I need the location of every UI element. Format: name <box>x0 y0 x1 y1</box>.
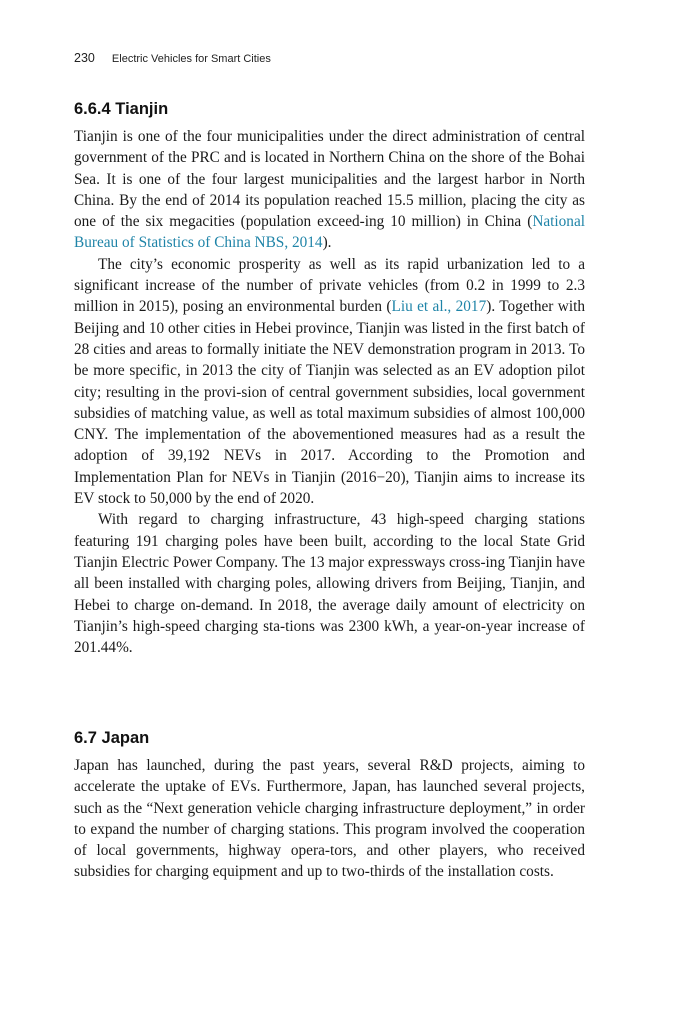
citation-link-liu-2017[interactable]: Liu et al., 2017 <box>391 298 487 316</box>
paragraph-text: The city’s economic prosperity as well as its rapid urbanization led to a significant increase of the number of private vehicles (from 0.2 in 1999 to 2.3 million in 2015), posing an environmental burden ( <box>74 255 585 316</box>
page-number: 230 <box>74 51 95 65</box>
paragraph-japan-1: Japan has launched, during the past years, several R&D projects, aiming to accelerate the uptake of EVs. Furthermore, Japan, has launched several projects, such as the “Next generation vehicle charging infrastructure deployment,” in order to expand the number of charging stations. This program involved the cooperation of local governments, highway opera-tors, and other players, who received subsidies for charging equipment and up to two-thirds of the installation costs. <box>74 757 585 881</box>
paragraph-text: ). Together with Beijing and 10 other cities in Hebei province, Tianjin was listed in the first batch of 28 cities and areas to formally initiate the NEV demonstration program in 2013. To be more specific, in 2013 the city of Tianjin was selected as an EV adoption pilot city; resulting in the provi-sion of central government subsidies, local government subsidies of matching value, as well as total maximum subsidies of almost 100,000 CNY. The implementation of the abovementioned measures had as a result the adoption of 39,192 NEVs in 2017. According to the Promotion and Implementation Plan for NEVs in Tianjin (2016−20), Tianjin aims to increase its EV stock to 50,000 by the end of 2020. <box>74 298 585 508</box>
paragraph-text: ). <box>322 234 332 252</box>
paragraph-tianjin-3: With regard to charging infrastructure, 43 high-speed charging stations featuring 191 charging poles have been built, according to the local State Grid Tianjin Electric Power Company. The 13 major expressways cross-ing Tianjin have all been installed with charging poles, allowing drivers from Beijing, Tianjin, and Hebei to charge on-demand. In 2018, the average daily amount of electricity on Tianjin’s high-speed charging sta-tions was 2300 kWh, a year-on-year increase of 201.44%. <box>74 511 585 657</box>
running-header <box>74 51 271 65</box>
section-japan <box>74 727 585 883</box>
citation-link-nbs-2014[interactable]: National Bureau of Statistics of China NBS, 2014 <box>74 213 585 252</box>
running-title: Electric Vehicles for Smart Cities <box>111 53 271 65</box>
section-heading-japan: 6.7 Japan <box>74 729 150 747</box>
section-tianjin <box>74 98 585 658</box>
paragraph-text: Tianjin is one of the four municipalities under the direct administration of central government of the PRC and is located in Northern China on the shore of the Bohai Sea. It is one of the four largest municipalities and the largest harbor in North China. By the end of 2014 its population reached 15.5 million, placing the city as one of the six megacities (population exceed-ing 10 million) in China ( <box>74 128 585 231</box>
section-heading-tianjin: 6.6.4 Tianjin <box>74 100 169 118</box>
paragraph-tianjin-2 <box>74 254 585 510</box>
paragraph-tianjin-1 <box>74 126 585 254</box>
